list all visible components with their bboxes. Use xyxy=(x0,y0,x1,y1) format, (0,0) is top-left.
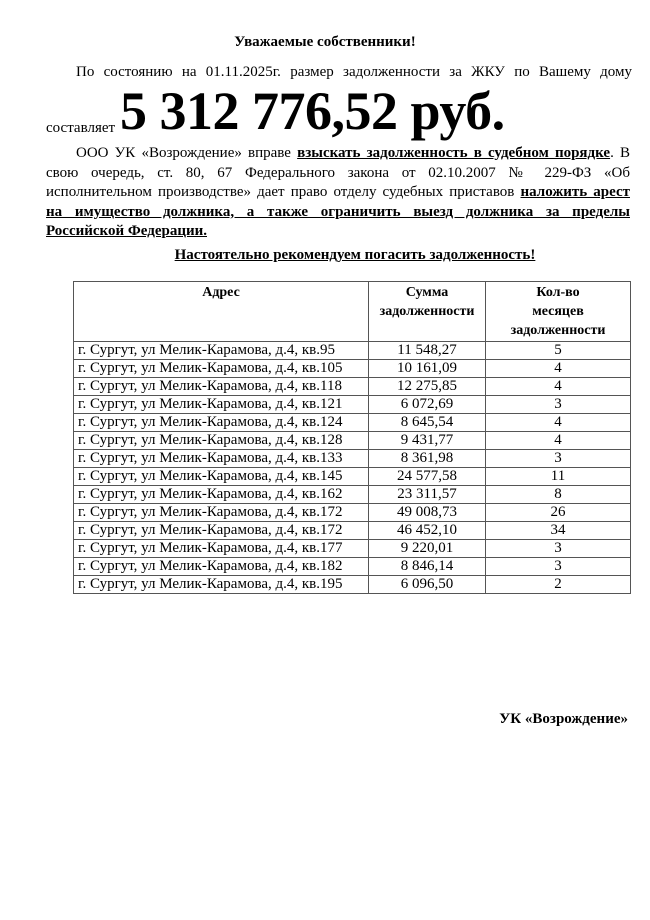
sum-cell: 24 577,58 xyxy=(369,468,486,486)
address-cell: г. Сургут, ул Мелик-Карамова, д.4, кв.121 xyxy=(74,396,369,414)
table-row xyxy=(74,576,631,594)
address-cell: г. Сургут, ул Мелик-Карамова, д.4, кв.118 xyxy=(74,378,369,396)
debts-table xyxy=(73,281,631,594)
months-cell: 11 xyxy=(486,468,631,486)
address-cell: г. Сургут, ул Мелик-Карамова, д.4, кв.133 xyxy=(74,450,369,468)
months-cell: 8 xyxy=(486,486,631,504)
months-cell: 3 xyxy=(486,558,631,576)
address-cell: г. Сургут, ул Мелик-Карамова, д.4, кв.182 xyxy=(74,558,369,576)
signature: УК «Возрождение» xyxy=(499,711,628,727)
debt-amount-line xyxy=(46,80,636,140)
sum-cell: 8 361,98 xyxy=(369,450,486,468)
sum-cell: 49 008,73 xyxy=(369,504,486,522)
debts-table-body xyxy=(74,342,631,594)
header-months xyxy=(486,282,631,342)
sum-cell: 6 072,69 xyxy=(369,396,486,414)
address-cell: г. Сургут, ул Мелик-Карамова, д.4, кв.195 xyxy=(74,576,369,594)
table-row xyxy=(74,414,631,432)
address-cell: г. Сургут, ул Мелик-Карамова, д.4, кв.105 xyxy=(74,360,369,378)
sum-cell: 46 452,10 xyxy=(369,522,486,540)
amount-prefix: составляет xyxy=(46,120,116,136)
header-sum xyxy=(369,282,486,342)
sum-cell: 12 275,85 xyxy=(369,378,486,396)
legal-paragraph xyxy=(46,144,630,242)
sum-cell: 6 096,50 xyxy=(369,576,486,594)
months-cell: 3 xyxy=(486,540,631,558)
sum-cell: 11 548,27 xyxy=(369,342,486,360)
header-address xyxy=(74,282,369,342)
address-cell: г. Сургут, ул Мелик-Карамова, д.4, кв.145 xyxy=(74,468,369,486)
paragraph-court-collection: взыскать задолженность в судебном порядке xyxy=(297,145,611,161)
address-cell: г. Сургут, ул Мелик-Карамова, д.4, кв.172 xyxy=(74,504,369,522)
months-cell: 3 xyxy=(486,450,631,468)
intro-text: По состоянию на 01.11.2025г. размер задолженности за ЖКУ по Вашему дому xyxy=(76,64,632,80)
months-cell: 4 xyxy=(486,378,631,396)
table-row xyxy=(74,396,631,414)
months-cell: 2 xyxy=(486,576,631,594)
header-months-line2: месяцев xyxy=(532,304,584,319)
table-row xyxy=(74,342,631,360)
months-cell: 4 xyxy=(486,360,631,378)
months-cell: 3 xyxy=(486,396,631,414)
header-address-label: Адрес xyxy=(202,285,240,300)
table-row xyxy=(74,558,631,576)
sum-cell: 23 311,57 xyxy=(369,486,486,504)
paragraph-arrest-warning: наложить арест на имущество должника, а также ограничить выезд должника за пределы Российской Федерации. xyxy=(46,184,630,239)
table-row xyxy=(74,522,631,540)
address-cell: г. Сургут, ул Мелик-Карамова, д.4, кв.128 xyxy=(74,432,369,450)
header-months-line1: Кол-во xyxy=(536,285,580,300)
table-row xyxy=(74,360,631,378)
address-cell: г. Сургут, ул Мелик-Карамова, д.4, кв.124 xyxy=(74,414,369,432)
months-cell: 34 xyxy=(486,522,631,540)
header-sum-line2: задолженности xyxy=(379,304,475,319)
sum-cell: 9 220,01 xyxy=(369,540,486,558)
months-cell: 4 xyxy=(486,432,631,450)
table-row xyxy=(74,486,631,504)
sum-cell: 8 645,54 xyxy=(369,414,486,432)
address-cell: г. Сургут, ул Мелик-Карамова, д.4, кв.162 xyxy=(74,486,369,504)
paragraph-part-3: . В свою очередь, ст. 80, 67 Федерального закона от 02.10.2007 № 229-ФЗ «Об исполнительном производстве» дает право отделу судебных приставов xyxy=(46,145,630,200)
sum-cell: 9 431,77 xyxy=(369,432,486,450)
months-cell: 4 xyxy=(486,414,631,432)
document-title: Уважаемые собственники! xyxy=(234,34,416,50)
table-header-row xyxy=(74,282,631,342)
recommendation-heading: Настоятельно рекомендуем погасить задолженность! xyxy=(174,247,536,263)
header-sum-line1: Сумма xyxy=(405,285,449,300)
address-cell: г. Сургут, ул Мелик-Карамова, д.4, кв.177 xyxy=(74,540,369,558)
table-row xyxy=(74,540,631,558)
address-cell: г. Сургут, ул Мелик-Карамова, д.4, кв.95 xyxy=(74,342,369,360)
table-row xyxy=(74,450,631,468)
paragraph-part-1: ООО УК «Возрождение» вправе xyxy=(76,145,298,161)
months-cell: 26 xyxy=(486,504,631,522)
table-row xyxy=(74,468,631,486)
months-cell: 5 xyxy=(486,342,631,360)
total-debt-amount: 5 312 776,52 руб. xyxy=(120,81,505,141)
table-row xyxy=(74,504,631,522)
sum-cell: 8 846,14 xyxy=(369,558,486,576)
header-months-line3: задолженности xyxy=(510,323,606,338)
table-row xyxy=(74,432,631,450)
address-cell: г. Сургут, ул Мелик-Карамова, д.4, кв.172 xyxy=(74,522,369,540)
intro-line xyxy=(76,64,632,81)
table-row xyxy=(74,378,631,396)
sum-cell: 10 161,09 xyxy=(369,360,486,378)
